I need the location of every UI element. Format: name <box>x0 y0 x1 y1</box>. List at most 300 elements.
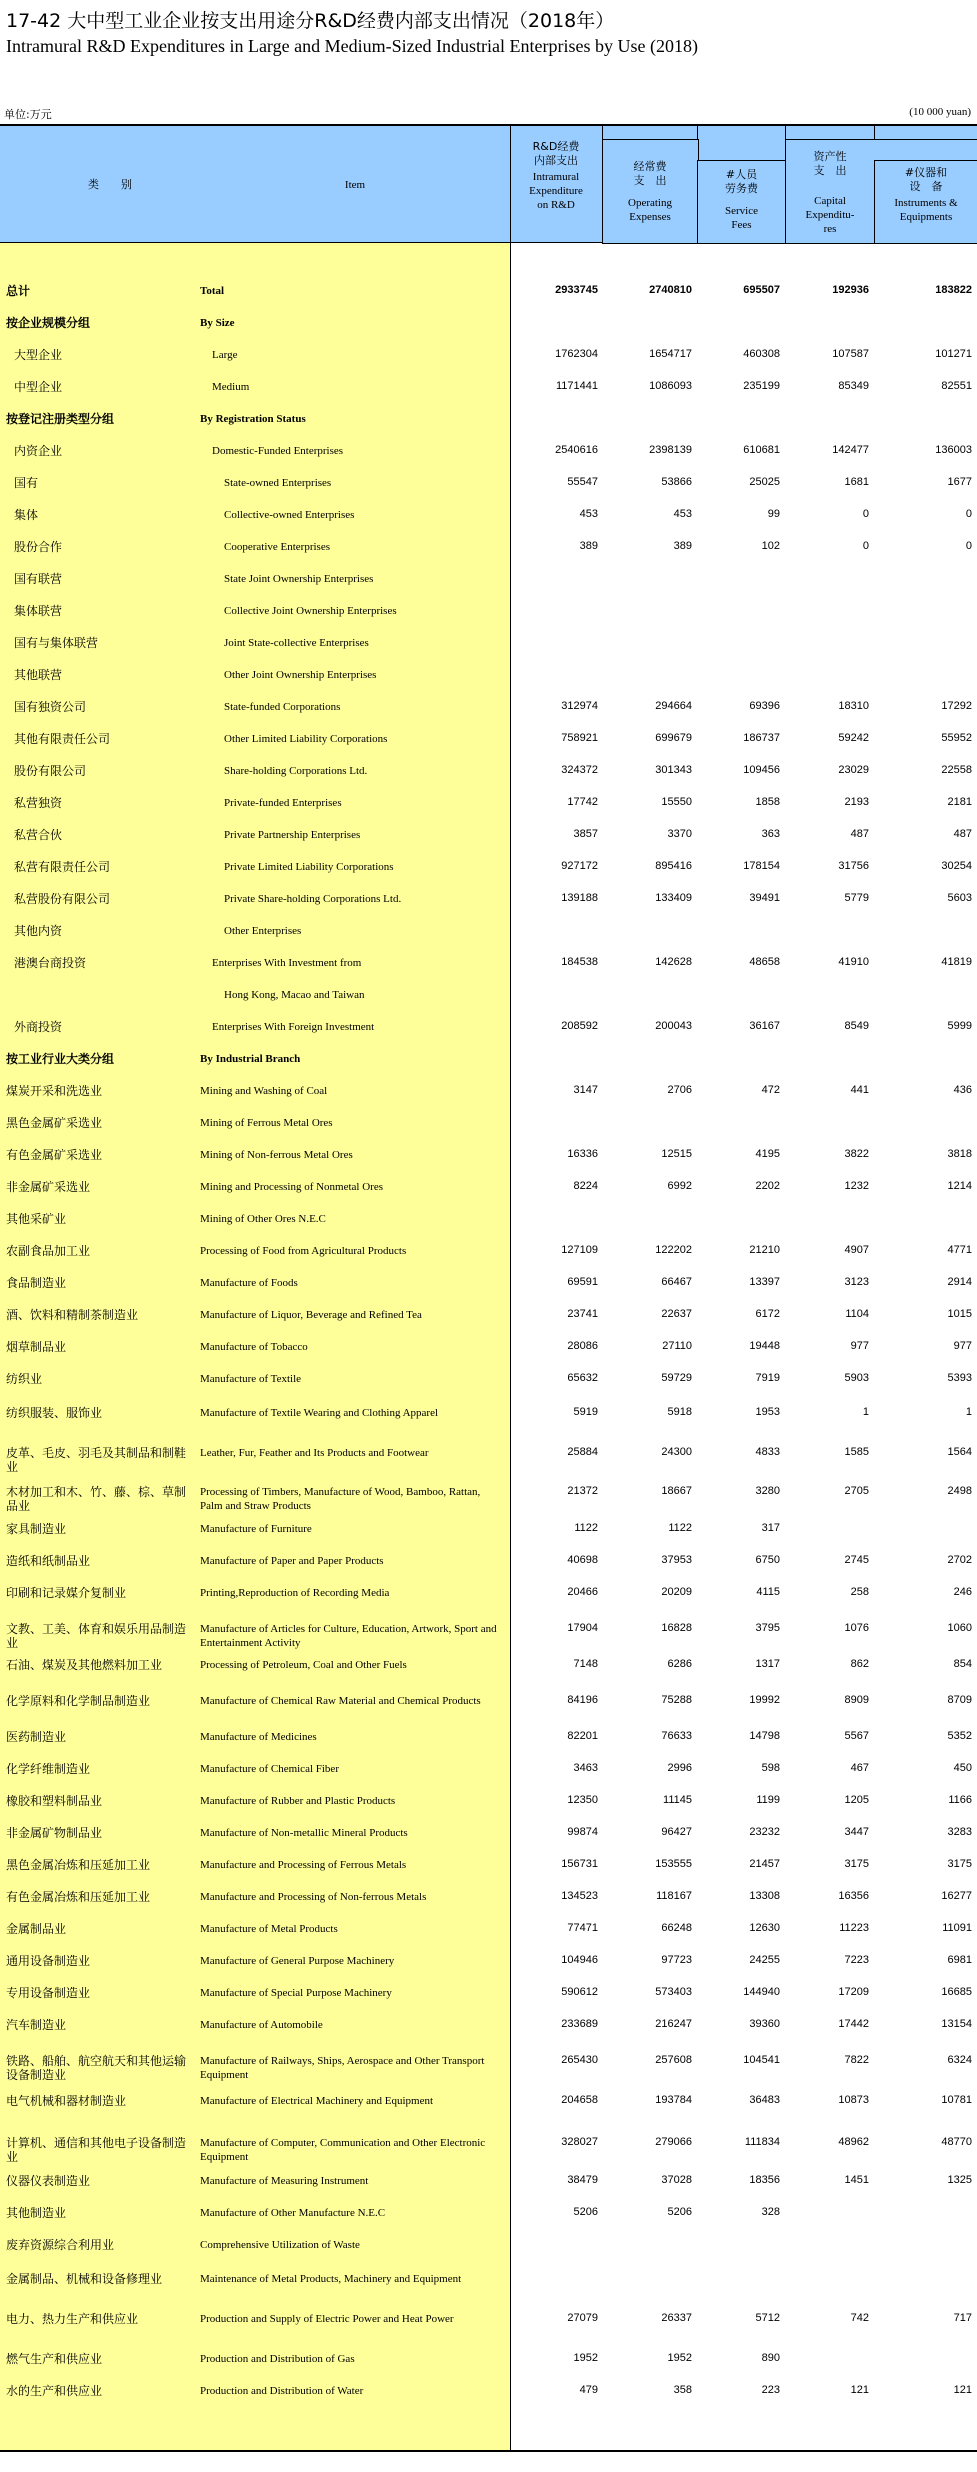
cell-value: 8909 <box>844 1694 869 1706</box>
cell-value: 479 <box>579 2384 598 2396</box>
header-col1-en: Intramural Expenditure on R&D <box>529 171 583 211</box>
row-label-en: Production and Distribution of Gas <box>200 2353 355 2365</box>
cell-value: 1564 <box>947 1446 972 1458</box>
row-label-en: Manufacture of Computer, Communication and Other Electronic Equipment <box>200 2137 486 2163</box>
cell-value: 118167 <box>656 1890 692 1902</box>
cell-value: 5919 <box>573 1406 598 1418</box>
cell-value: 204658 <box>561 2094 598 2106</box>
cell-value: 279066 <box>655 2136 692 2148</box>
row-label-cn: 私营有限责任公司 <box>14 860 111 874</box>
cell-value: 208592 <box>561 1020 598 1032</box>
row-label-en: Hong Kong, Macao and Taiwan <box>224 989 365 1001</box>
cell-value: 265430 <box>561 2054 598 2066</box>
cell-value: 8224 <box>573 1180 598 1192</box>
cell-value: 1585 <box>844 1446 869 1458</box>
cell-value: 1858 <box>755 796 780 808</box>
row-label-en: By Registration Status <box>200 413 306 425</box>
cell-value: 76633 <box>661 1730 692 1742</box>
cell-value: 53866 <box>661 476 692 488</box>
header-col4-cn: 资产性 支 出 <box>813 150 847 177</box>
cell-value: 142477 <box>832 444 869 456</box>
cell-value: 328 <box>761 2206 780 2218</box>
row-label-en: Enterprises With Foreign Investment <box>212 1021 375 1033</box>
row-label-cn: 纺织服装、服饰业 <box>6 1406 103 1420</box>
cell-value: 1171441 <box>555 380 598 392</box>
cell-value: 1232 <box>844 1180 869 1192</box>
cell-value: 2706 <box>667 1084 692 1096</box>
row-label-en: Domestic-Funded Enterprises <box>212 445 344 457</box>
cell-value: 8549 <box>844 1020 869 1032</box>
row-label-cn: 私营股份有限公司 <box>14 892 111 906</box>
cell-value: 1 <box>862 1406 869 1418</box>
cell-value: 3857 <box>573 828 598 840</box>
cell-value: 69591 <box>567 1276 598 1288</box>
row-label-cn: 橡胶和塑料制品业 <box>6 1794 103 1808</box>
row-label-cn: 纺织业 <box>6 1372 43 1386</box>
row-label-cn: 私营合伙 <box>14 828 63 842</box>
cell-value: 153555 <box>655 1858 692 1870</box>
row-label-cn: 化学纤维制造业 <box>6 1762 91 1776</box>
cell-value: 4195 <box>755 1148 780 1160</box>
cell-value: 1677 <box>947 476 972 488</box>
cell-value: 216247 <box>655 2018 692 2030</box>
cell-value: 16336 <box>567 1148 598 1160</box>
cell-value: 48770 <box>941 2136 972 2148</box>
row-label-en: Mining of Other Ores N.E.C <box>200 1213 326 1225</box>
cell-value: 17442 <box>838 2018 869 2030</box>
cell-value: 20209 <box>661 1586 692 1598</box>
row-label-cn: 私营独资 <box>14 796 63 810</box>
row-label-en: Manufacture of Paper and Paper Products <box>200 1555 384 1567</box>
row-label-cn: 有色金属冶炼和压延加工业 <box>6 1890 151 1904</box>
row-label-en: Processing of Petroleum, Coal and Other Fuels <box>200 1659 407 1671</box>
cell-value: 19992 <box>749 1694 780 1706</box>
row-label-cn: 股份有限公司 <box>14 764 87 778</box>
cell-value: 223 <box>761 2384 780 2396</box>
row-label-cn: 废弃资源综合利用业 <box>6 2238 115 2252</box>
cell-value: 22637 <box>661 1308 692 1320</box>
header-col5-cn: #仪器和 设 备 <box>904 166 948 193</box>
row-label-en: Manufacture of Liquor, Beverage and Refined Tea <box>200 1309 422 1321</box>
row-label-cn: 非金属矿采选业 <box>6 1180 91 1194</box>
row-label-en: Manufacture of Measuring Instrument <box>200 2175 369 2187</box>
row-label-en: Private Share-holding Corporations Ltd. <box>224 893 402 905</box>
row-label-cn: 黑色金属冶炼和压延加工业 <box>6 1858 151 1872</box>
cell-value: 467 <box>850 1762 869 1774</box>
row-label-en: Leather, Fur, Feather and Its Products and Footwear <box>200 1447 429 1459</box>
cell-value: 2705 <box>844 1485 869 1497</box>
cell-value: 1060 <box>947 1622 972 1634</box>
cell-value: 1762304 <box>555 348 598 360</box>
row-label-cn: 内资企业 <box>14 444 63 458</box>
row-label-en: Comprehensive Utilization of Waste <box>200 2239 360 2251</box>
cell-value: 139188 <box>561 892 598 904</box>
cell-value: 121 <box>953 2384 972 2396</box>
cell-value: 21372 <box>567 1485 598 1497</box>
cell-value: 3795 <box>755 1622 780 1634</box>
cell-value: 101271 <box>935 348 972 360</box>
row-label-en: Private Limited Liability Corporations <box>224 861 394 873</box>
row-label-cn: 其他联营 <box>14 668 63 682</box>
row-label-cn: 国有独资公司 <box>14 700 87 714</box>
cell-value: 48658 <box>749 956 780 968</box>
cell-value: 450 <box>953 1762 972 1774</box>
cell-value: 6324 <box>947 2054 972 2066</box>
cell-value: 1681 <box>844 476 869 488</box>
cell-value: 12515 <box>661 1148 692 1160</box>
row-label-cn: 专用设备制造业 <box>6 1986 91 2000</box>
cell-value: 862 <box>850 1658 869 1670</box>
row-label-en: Printing,Reproduction of Recording Media <box>200 1587 390 1599</box>
row-label-cn: 大型企业 <box>14 348 63 362</box>
cell-value: 977 <box>953 1340 972 1352</box>
cell-value: 233689 <box>561 2018 598 2030</box>
row-label-cn: 石油、煤炭及其他燃料加工业 <box>6 1658 163 1672</box>
cell-value: 5779 <box>844 892 869 904</box>
row-label-en: Enterprises With Investment from <box>212 957 362 969</box>
row-label-cn: 电气机械和器材制造业 <box>6 2094 127 2108</box>
cell-value: 5352 <box>947 1730 972 1742</box>
cell-value: 5206 <box>667 2206 692 2218</box>
row-label-en: Other Limited Liability Corporations <box>224 733 388 745</box>
row-label-en: Mining of Ferrous Metal Ores <box>200 1117 333 1129</box>
cell-value: 24300 <box>661 1446 692 1458</box>
cell-value: 258 <box>850 1586 869 1598</box>
cell-value: 1317 <box>755 1658 780 1670</box>
cell-value: 1325 <box>947 2174 972 2186</box>
cell-value: 186737 <box>743 732 780 744</box>
cell-value: 99874 <box>567 1826 598 1838</box>
cell-value: 23029 <box>838 764 869 776</box>
cell-value: 156731 <box>561 1858 598 1870</box>
row-label-cn: 金属制品业 <box>6 1922 67 1936</box>
cell-value: 1076 <box>844 1622 869 1634</box>
cell-value: 1166 <box>948 1794 972 1806</box>
cell-value: 16356 <box>838 1890 869 1902</box>
header-col3-en: Service Fees <box>725 205 758 231</box>
cell-value: 7919 <box>755 1372 780 1384</box>
cell-value: 59729 <box>661 1372 692 1384</box>
cell-value: 7822 <box>844 2054 869 2066</box>
header-col2-en: Operating Expenses <box>628 197 672 223</box>
cell-value: 40698 <box>567 1554 598 1566</box>
cell-value: 122202 <box>655 1244 692 1256</box>
cell-value: 59242 <box>838 732 869 744</box>
cell-value: 134523 <box>561 1890 598 1902</box>
cell-value: 3280 <box>755 1485 780 1497</box>
cell-value: 97723 <box>661 1954 692 1966</box>
cell-value: 4115 <box>756 1586 780 1598</box>
cell-value: 1205 <box>844 1794 869 1806</box>
cell-value: 324372 <box>561 764 598 776</box>
row-label-en: Manufacture of General Purpose Machinery <box>200 1955 395 1967</box>
cell-value: 294664 <box>655 700 692 712</box>
row-label-cn: 食品制造业 <box>6 1276 67 1290</box>
cell-value: 25884 <box>567 1446 598 1458</box>
cell-value: 184538 <box>561 956 598 968</box>
cell-value: 7223 <box>844 1954 869 1966</box>
cell-value: 1214 <box>947 1180 972 1192</box>
cell-value: 127109 <box>561 1244 598 1256</box>
cell-value: 121 <box>850 2384 869 2396</box>
cell-value: 5567 <box>844 1730 869 1742</box>
row-label-en: Manufacture of Metal Products <box>200 1923 338 1935</box>
row-label-cn: 水的生产和供应业 <box>6 2384 103 2398</box>
cell-value: 758921 <box>561 732 598 744</box>
row-label-en: Large <box>212 349 238 361</box>
cell-value: 14798 <box>749 1730 780 1742</box>
cell-value: 695507 <box>743 284 780 296</box>
cell-value: 17904 <box>567 1622 598 1634</box>
cell-value: 2498 <box>947 1485 972 1497</box>
cell-value: 12630 <box>749 1922 780 1934</box>
cell-value: 142628 <box>655 956 692 968</box>
cell-value: 12350 <box>567 1794 598 1806</box>
cell-value: 3447 <box>844 1826 869 1838</box>
row-label-en: Manufacture of Chemical Fiber <box>200 1763 339 1775</box>
cell-value: 1199 <box>756 1794 780 1806</box>
row-label-en: Manufacture of Other Manufacture N.E.C <box>200 2207 386 2219</box>
cell-value: 8709 <box>947 1694 972 1706</box>
cell-value: 13397 <box>749 1276 780 1288</box>
cell-value: 1104 <box>845 1308 869 1320</box>
cell-value: 17742 <box>567 796 598 808</box>
cell-value: 1122 <box>668 1522 692 1534</box>
row-label-en: State-funded Corporations <box>224 701 341 713</box>
row-label-en: Manufacture of Medicines <box>200 1731 317 1743</box>
row-label-en: State-owned Enterprises <box>224 477 332 489</box>
cell-value: 17209 <box>838 1986 869 1998</box>
cell-value: 0 <box>862 540 869 552</box>
row-label-en: Manufacture of Tobacco <box>200 1341 308 1353</box>
cell-value: 5712 <box>755 2312 780 2324</box>
row-label-cn: 其他制造业 <box>6 2206 67 2220</box>
cell-value: 11091 <box>942 1922 972 1934</box>
cell-value: 13308 <box>749 1890 780 1902</box>
cell-value: 717 <box>953 2312 972 2324</box>
cell-value: 3123 <box>844 1276 869 1288</box>
cell-value: 13154 <box>941 2018 972 2030</box>
row-label-cn: 铁路、船舶、航空航天和其他运输设备制造业 <box>6 2054 187 2082</box>
cell-value: 3818 <box>947 1148 972 1160</box>
row-label-en: Share-holding Corporations Ltd. <box>224 765 368 777</box>
cell-value: 927172 <box>561 860 598 872</box>
row-label-cn: 有色金属矿采选业 <box>6 1148 103 1162</box>
cell-value: 3463 <box>573 1762 598 1774</box>
cell-value: 4771 <box>947 1244 972 1256</box>
row-label-cn: 国有联营 <box>14 572 63 586</box>
cell-value: 453 <box>673 508 692 520</box>
row-label-cn: 外商投资 <box>14 1020 63 1034</box>
cell-value: 25025 <box>749 476 780 488</box>
row-label-en: Mining and Processing of Nonmetal Ores <box>200 1181 383 1193</box>
cell-value: 193784 <box>655 2094 692 2106</box>
row-label-cn: 按工业行业大类分组 <box>6 1052 115 1066</box>
cell-value: 21457 <box>749 1858 780 1870</box>
cell-value: 6750 <box>755 1554 780 1566</box>
row-label-cn: 计算机、通信和其他电子设备制造业 <box>6 2136 187 2164</box>
cell-value: 22558 <box>941 764 972 776</box>
row-label-cn: 木材加工和木、竹、藤、棕、草制品业 <box>6 1485 187 1513</box>
cell-value: 1953 <box>755 1406 780 1418</box>
cell-value: 82551 <box>941 380 972 392</box>
row-label-cn: 国有 <box>14 476 39 490</box>
cell-value: 328027 <box>561 2136 598 2148</box>
cell-value: 977 <box>850 1340 869 1352</box>
cell-value: 2914 <box>947 1276 972 1288</box>
row-label-en: Manufacture of Special Purpose Machinery <box>200 1987 392 1999</box>
cell-value: 1015 <box>947 1308 972 1320</box>
table-title-cn: 17-42 大中型工业企业按支出用途分R&D经费内部支出情况（2018年） <box>6 10 615 32</box>
row-label-en: Mining and Washing of Coal <box>200 1085 328 1097</box>
row-label-cn: 烟草制品业 <box>6 1340 67 1354</box>
row-label-cn: 电力、热力生产和供应业 <box>6 2312 139 2326</box>
cell-value: 82201 <box>567 1730 598 1742</box>
row-label-en: Manufacture of Textile Wearing and Clothing Apparel <box>200 1407 439 1419</box>
row-label-en: State Joint Ownership Enterprises <box>224 573 374 585</box>
row-label-en: Manufacture of Rubber and Plastic Products <box>200 1795 396 1807</box>
cell-value: 854 <box>953 1658 972 1670</box>
row-label-cn: 金属制品、机械和设备修理业 <box>6 2272 163 2286</box>
row-label-en: Cooperative Enterprises <box>224 541 330 553</box>
cell-value: 20466 <box>567 1586 598 1598</box>
row-label-cn: 港澳台商投资 <box>14 956 87 970</box>
cell-value: 2702 <box>947 1554 972 1566</box>
row-label-en: By Industrial Branch <box>200 1053 301 1065</box>
cell-value: 55547 <box>567 476 598 488</box>
cell-value: 1122 <box>574 1522 598 1534</box>
cell-value: 2933745 <box>555 284 598 296</box>
cell-value: 1 <box>965 1406 972 1418</box>
cell-value: 66467 <box>661 1276 692 1288</box>
cell-value: 6286 <box>667 1658 692 1670</box>
row-label-cn: 其他有限责任公司 <box>14 732 111 746</box>
row-label-en: Manufacture of Electrical Machinery and Equipment <box>200 2095 434 2107</box>
table-title-en: Intramural R&D Expenditures in Large and Medium-Sized Industrial Enterprises by Use (2018) <box>6 36 698 56</box>
cell-value: 2745 <box>844 1554 869 1566</box>
header-item-en: Item <box>344 179 366 191</box>
row-label-cn: 医药制造业 <box>6 1730 67 1744</box>
cell-value: 441 <box>850 1084 869 1096</box>
cell-value: 453 <box>579 508 598 520</box>
cell-value: 65632 <box>567 1372 598 1384</box>
cell-value: 183822 <box>935 284 972 296</box>
row-label-cn: 黑色金属矿采选业 <box>6 1116 103 1130</box>
cell-value: 15550 <box>661 796 692 808</box>
cell-value: 84196 <box>567 1694 598 1706</box>
row-label-en: Processing of Food from Agricultural Products <box>200 1245 407 1257</box>
row-label-cn: 总计 <box>6 284 31 298</box>
cell-value: 104541 <box>743 2054 780 2066</box>
cell-value: 10873 <box>838 2094 869 2106</box>
cell-value: 487 <box>850 828 869 840</box>
cell-value: 102 <box>761 540 780 552</box>
cell-value: 312974 <box>561 700 598 712</box>
row-label-cn: 中型企业 <box>14 380 63 394</box>
cell-value: 363 <box>761 828 780 840</box>
row-label-en: Total <box>200 285 225 297</box>
cell-value: 30254 <box>941 860 972 872</box>
cell-value: 3175 <box>947 1858 972 1870</box>
cell-value: 4833 <box>755 1446 780 1458</box>
row-label-cn: 农副食品加工业 <box>6 1244 91 1258</box>
cell-value: 17292 <box>941 700 972 712</box>
cell-value: 2398139 <box>649 444 692 456</box>
cell-value: 5393 <box>947 1372 972 1384</box>
row-label-cn: 通用设备制造业 <box>6 1954 91 1968</box>
row-label-en: Other Joint Ownership Enterprises <box>224 669 377 681</box>
row-label-en: Manufacture of Automobile <box>200 2019 323 2031</box>
cell-value: 472 <box>761 1084 780 1096</box>
row-label-cn: 文教、工美、体育和娱乐用品制造业 <box>6 1622 187 1650</box>
cell-value: 77471 <box>567 1922 598 1934</box>
header-col1-cn: R&D经费 内部支出 <box>532 140 580 167</box>
cell-value: 10781 <box>941 2094 972 2106</box>
cell-value: 0 <box>965 508 972 520</box>
cell-value: 18356 <box>749 2174 780 2186</box>
cell-value: 69396 <box>749 700 780 712</box>
cell-value: 31756 <box>838 860 869 872</box>
row-label-cn: 集体 <box>14 508 39 522</box>
cell-value: 3283 <box>947 1826 972 1838</box>
cell-value: 99 <box>767 508 780 520</box>
row-label-cn: 非金属矿物制品业 <box>6 1826 103 1840</box>
cell-value: 48962 <box>838 2136 869 2148</box>
cell-value: 2996 <box>667 1762 692 1774</box>
row-label-cn: 造纸和纸制品业 <box>6 1554 91 1568</box>
cell-value: 26337 <box>661 2312 692 2324</box>
unit-label-en: (10 000 yuan) <box>909 106 971 118</box>
cell-value: 16685 <box>941 1986 972 1998</box>
cell-value: 28086 <box>567 1340 598 1352</box>
cell-value: 699679 <box>655 732 692 744</box>
cell-value: 200043 <box>655 1020 692 1032</box>
cell-value: 389 <box>579 540 598 552</box>
row-label-en: Manufacture and Processing of Ferrous Metals <box>200 1859 407 1871</box>
cell-value: 27110 <box>662 1340 692 1352</box>
cell-value: 11145 <box>663 1794 692 1806</box>
cell-value: 5603 <box>947 892 972 904</box>
cell-value: 2740810 <box>649 284 692 296</box>
cell-value: 7148 <box>573 1658 598 1670</box>
cell-value: 36167 <box>749 1020 780 1032</box>
row-label-cn: 酒、饮料和精制茶制造业 <box>6 1308 139 1322</box>
row-label-cn: 按登记注册类型分组 <box>6 412 115 426</box>
cell-value: 0 <box>862 508 869 520</box>
row-label-en: Manufacture of Articles for Culture, Education, Artwork, Sport and Entertainment Activity <box>200 1623 497 1649</box>
cell-value: 3175 <box>844 1858 869 1870</box>
row-label-en: Medium <box>212 381 250 393</box>
cell-value: 2193 <box>844 796 869 808</box>
cell-value: 460308 <box>743 348 780 360</box>
row-label-cn: 印刷和记录媒介复制业 <box>6 1586 127 1600</box>
cell-value: 39360 <box>749 2018 780 2030</box>
cell-value: 610681 <box>743 444 780 456</box>
row-label-en: Collective Joint Ownership Enterprises <box>224 605 397 617</box>
row-label-en: Collective-owned Enterprises <box>224 509 355 521</box>
unit-label-cn: 单位:万元 <box>4 108 52 121</box>
cell-value: 1654717 <box>649 348 692 360</box>
row-label-cn: 国有与集体联营 <box>14 636 99 650</box>
cell-value: 11223 <box>839 1922 869 1934</box>
header-col4-en: Capital Expenditu- res <box>805 195 855 235</box>
cell-value: 27079 <box>567 2312 598 2324</box>
row-label-cn: 皮革、毛皮、羽毛及其制品和制鞋业 <box>6 1446 187 1474</box>
cell-value: 246 <box>953 1586 972 1598</box>
cell-value: 2202 <box>755 1180 780 1192</box>
cell-value: 573403 <box>655 1986 692 1998</box>
row-label-cn: 煤炭开采和洗选业 <box>6 1084 103 1098</box>
